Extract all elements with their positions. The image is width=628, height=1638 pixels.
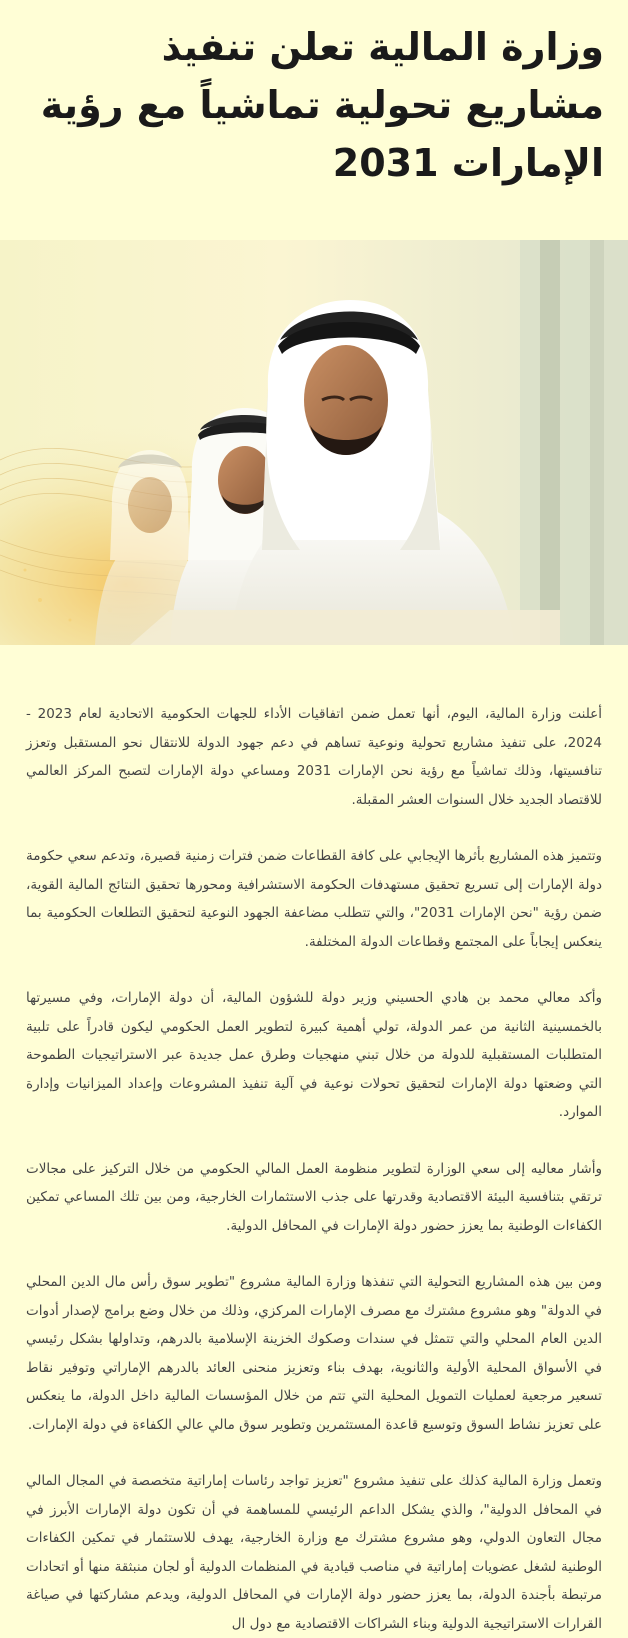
article-paragraph-1: أعلنت وزارة المالية، اليوم، أنها تعمل ضمن اتفاقيات الأداء للجهات الحكومية الاتحادية لعام 2023 - 2024، على تنفيذ مشاريع تحولية ونوعية تساهم في دعم جهود الدولة للانتقال نحو المستقبل وتعزز تنافسيتها، وذلك تماشياً مع رؤية نحن الإمارات 2031 ومساعي دولة الإمارات لتصبح المركز العالمي للاقتصاد الجديد خلال السنوات العشر المقبلة. — [26, 706, 602, 808]
article-paragraph-5: ومن بين هذه المشاريع التحولية التي تنفذها وزارة المالية مشروع "تطوير سوق رأس مال الدين المحلي في الدولة" وهو مشروع مشترك مع مصرف الإمارات المركزي، وذلك من خلال وضع برامج لإصدار أدوات الدين العام المحلي والتي تتمثل في سندات وصكوك الخزينة الإسلامية بالدرهم، وتداولها بشكل رئيسي في الأسواق المحلية الأولية والثانوية، بهدف بناء وتعزيز منحنى العائد بالدرهم الإماراتي وتوفير نقاط تسعير مرجعية لعمليات التمويل المحلية التي تتم من خلال المؤسسات المالية داخل الدولة، ما ينعكس على تعزيز نشاط السوق وتوسيع قاعدة المستثمرين وتطوير سوق مالي عالي الكفاءة في دولة الإمارات. — [26, 1274, 602, 1433]
article-paragraph-2: وتتميز هذه المشاريع بأثرها الإيجابي على كافة القطاعات ضمن فترات زمنية قصيرة، وتدعم سعي حكومة دولة الإمارات إلى تسريع تحقيق مستهدفات الحكومة الاستشرافية ومحورها تحقيق النتائج المالية القوية، ضمن رؤية "نحن الإمارات 2031"، والتي تتطلب مضاعفة الجهود النوعية لتحقيق التطلعات الحكومية بما ينعكس إيجاباً على المجتمع وقطاعات الدولة المختلفة. — [26, 848, 603, 950]
article-paragraph-6: وتعمل وزارة المالية كذلك على تنفيذ مشروع "تعزيز تواجد رئاسات إماراتية متخصصة في المجال المالي في المحافل الدولية"، والذي يشكل الداعم الرئيسي للمساهمة في أن تكون دولة الإمارات الأبرز في مجال التعاون الدولي، وهو مشروع مشترك مع وزارة الخارجية، يهدف للاستثمار في تمكين الكفاءات الوطنية لشغل عضويات إماراتية في مناصب قيادية في المنظمات الدولية أو لجان منبثقة منها أو اتحادات مرتبطة بأجندة الدولة، بما يعزز حضور دولة الإمارات في المحافل الدولية، ويدعم مشاركتها في صياغة القرارات الاستراتيجية الدولية وبناء الشراكات الاقتصادية مع دول ال — [26, 1473, 602, 1632]
article-title: وزارة المالية تعلن تنفيذ مشاريع تحولية تماشياً مع رؤية الإمارات 2031 — [40, 25, 604, 185]
article-paragraph-4: وأشار معاليه إلى سعي الوزارة لتطوير منظومة العمل المالي الحكومي من خلال التركيز على مجالات ترتقي بتنافسية البيئة الاقتصادية وقدرتها على جذب الاستثمارات الخارجية، ومن بين تلك المساعي تمكين الكفاءات الوطنية بما يعزز حضور دولة الإمارات في المحافل الدولية. — [26, 1160, 602, 1234]
article-body — [26, 700, 602, 1638]
hero-image — [0, 240, 628, 645]
hero-illustration — [0, 240, 628, 645]
article-paragraph-3: وأكد معالي محمد بن هادي الحسيني وزير دولة للشؤون المالية، أن دولة الإمارات، وفي مسيرتها بالخمسينية الثانية من عمر الدولة، تولي أهمية كبيرة لتطوير العمل الحكومي ليكون قادراً على تلبية المتطلبات المستقبلية للدولة من خلال تبني منهجيات وطرق عمل جديدة عبر الاستراتيجيات الطموحة التي وضعتها دولة الإمارات لتحقيق تحولات نوعية في آلية تنفيذ المشروعات وإعداد الميزانيات وإدارة الموارد. — [26, 990, 602, 1120]
